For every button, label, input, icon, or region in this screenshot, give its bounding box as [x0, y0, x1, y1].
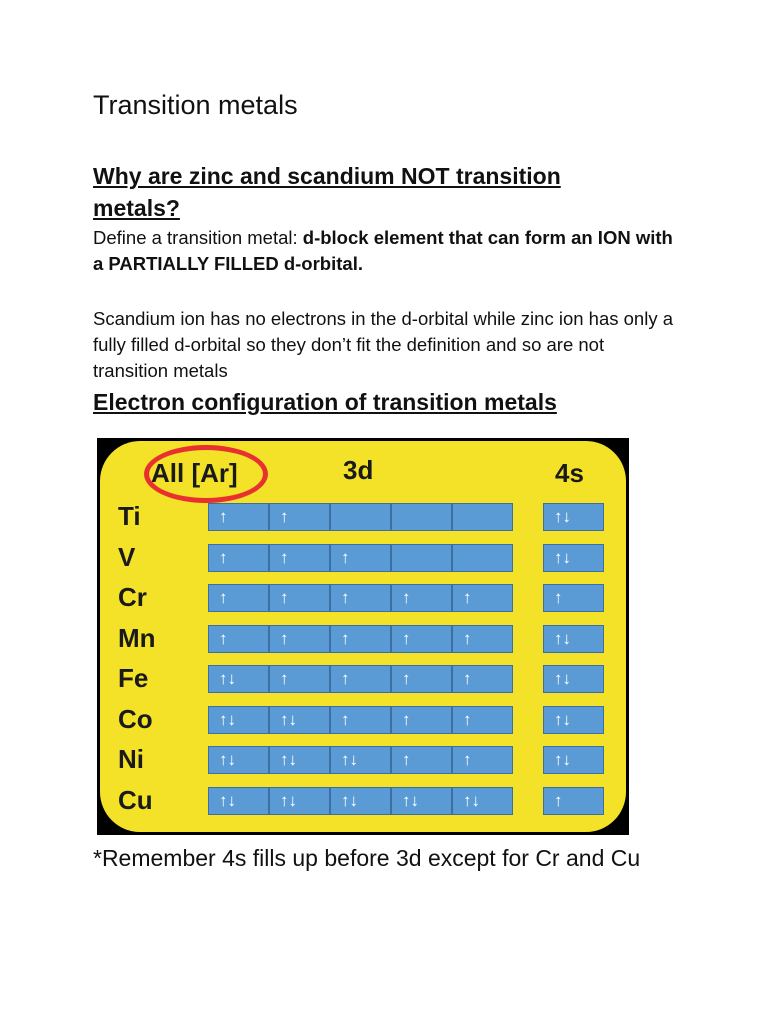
element-symbol: Fe	[118, 663, 149, 693]
orbital-4s-box: ↑↓	[543, 706, 604, 734]
orbital-4s-box: ↑↓	[543, 665, 604, 693]
header-3d: 3d	[343, 455, 374, 485]
orbital-3d-box: ↑	[208, 625, 269, 653]
orbital-3d-box: ↑	[330, 665, 391, 693]
element-symbol: Ni	[118, 744, 144, 774]
orbital-4s-box: ↑↓	[543, 503, 604, 531]
orbital-3d-box	[391, 503, 452, 531]
orbital-3d-box: ↑	[452, 665, 513, 693]
orbital-4s-box: ↑	[543, 584, 604, 612]
element-symbol: Cu	[118, 784, 153, 815]
orbital-3d-box: ↑↓	[269, 706, 330, 734]
config-row-mn	[100, 621, 626, 661]
orbital-3d-box: ↑	[269, 584, 330, 612]
orbital-3d-box: ↑	[330, 544, 391, 572]
header-all-ar: All [Ar]	[151, 458, 238, 488]
orbital-3d-box: ↑	[330, 625, 391, 653]
definition-label: Define a transition metal:	[93, 227, 303, 248]
orbital-3d-box: ↑	[269, 544, 330, 572]
orbital-3d-box: ↑	[269, 625, 330, 653]
orbital-3d-box	[391, 544, 452, 572]
orbital-3d-box: ↑	[208, 584, 269, 612]
orbital-3d-box: ↑↓	[208, 665, 269, 693]
definition-paragraph	[93, 225, 683, 277]
heading-why-not-transition: Why are zinc and scandium NOT transition metals?	[93, 163, 561, 221]
header-4s: 4s	[555, 458, 584, 488]
orbital-3d-box: ↑↓	[269, 746, 330, 774]
config-row-cu	[100, 783, 626, 823]
orbital-3d-box: ↑↓	[330, 746, 391, 774]
orbital-3d-box: ↑	[452, 746, 513, 774]
reminder-note: *Remember 4s fills up before 3d except for Cr and Cu	[93, 845, 641, 871]
orbital-3d-box	[452, 503, 513, 531]
element-symbol: Co	[118, 703, 153, 734]
orbital-4s-box: ↑	[543, 787, 604, 815]
config-row-co	[100, 702, 626, 742]
element-symbol: Mn	[118, 622, 156, 653]
element-symbol: Cr	[118, 582, 147, 612]
orbital-3d-box: ↑	[452, 625, 513, 653]
element-symbol: Ti	[118, 501, 141, 531]
config-row-cr	[100, 580, 626, 620]
orbital-3d-box	[330, 503, 391, 531]
orbital-3d-box: ↑	[208, 503, 269, 531]
electron-configuration-figure	[97, 438, 629, 835]
config-row-v	[100, 540, 626, 580]
orbital-4s-box: ↑↓	[543, 746, 604, 774]
orbital-3d-box: ↑	[330, 706, 391, 734]
orbital-3d-box: ↑↓	[269, 787, 330, 815]
orbital-3d-box: ↑	[208, 544, 269, 572]
orbital-3d-box: ↑	[452, 584, 513, 612]
orbital-3d-box: ↑	[452, 706, 513, 734]
element-symbol: V	[118, 541, 136, 572]
orbital-3d-box: ↑↓	[452, 787, 513, 815]
figure-panel	[100, 441, 626, 832]
orbital-3d-box: ↑↓	[208, 746, 269, 774]
orbital-3d-box: ↑	[269, 503, 330, 531]
config-row-ti	[100, 499, 626, 539]
orbital-3d-box: ↑	[391, 706, 452, 734]
config-row-fe	[100, 661, 626, 701]
orbital-4s-box: ↑↓	[543, 544, 604, 572]
orbital-3d-box: ↑↓	[208, 787, 269, 815]
orbital-4s-box: ↑↓	[543, 625, 604, 653]
orbital-3d-box: ↑↓	[208, 706, 269, 734]
heading-electron-configuration: Electron configuration of transition metals	[93, 389, 557, 415]
orbital-3d-box: ↑	[391, 665, 452, 693]
orbital-3d-box: ↑	[391, 584, 452, 612]
orbital-3d-box: ↑	[391, 625, 452, 653]
orbital-3d-box: ↑	[269, 665, 330, 693]
orbital-3d-box	[452, 544, 513, 572]
orbital-3d-box: ↑↓	[330, 787, 391, 815]
orbital-3d-box: ↑↓	[391, 787, 452, 815]
orbital-3d-box: ↑	[330, 584, 391, 612]
orbital-3d-box: ↑	[391, 746, 452, 774]
page-title: Transition metals	[93, 90, 298, 120]
config-row-ni	[100, 742, 626, 782]
explanation-paragraph: Scandium ion has no electrons in the d-orbital while zinc ion has only a fully filled d-orbital so they don’t fit the definition and so are not transition metals	[93, 308, 673, 381]
definition-bold: d-block element that can form an ION with a PARTIALLY FILLED d-orbital.	[93, 227, 673, 274]
